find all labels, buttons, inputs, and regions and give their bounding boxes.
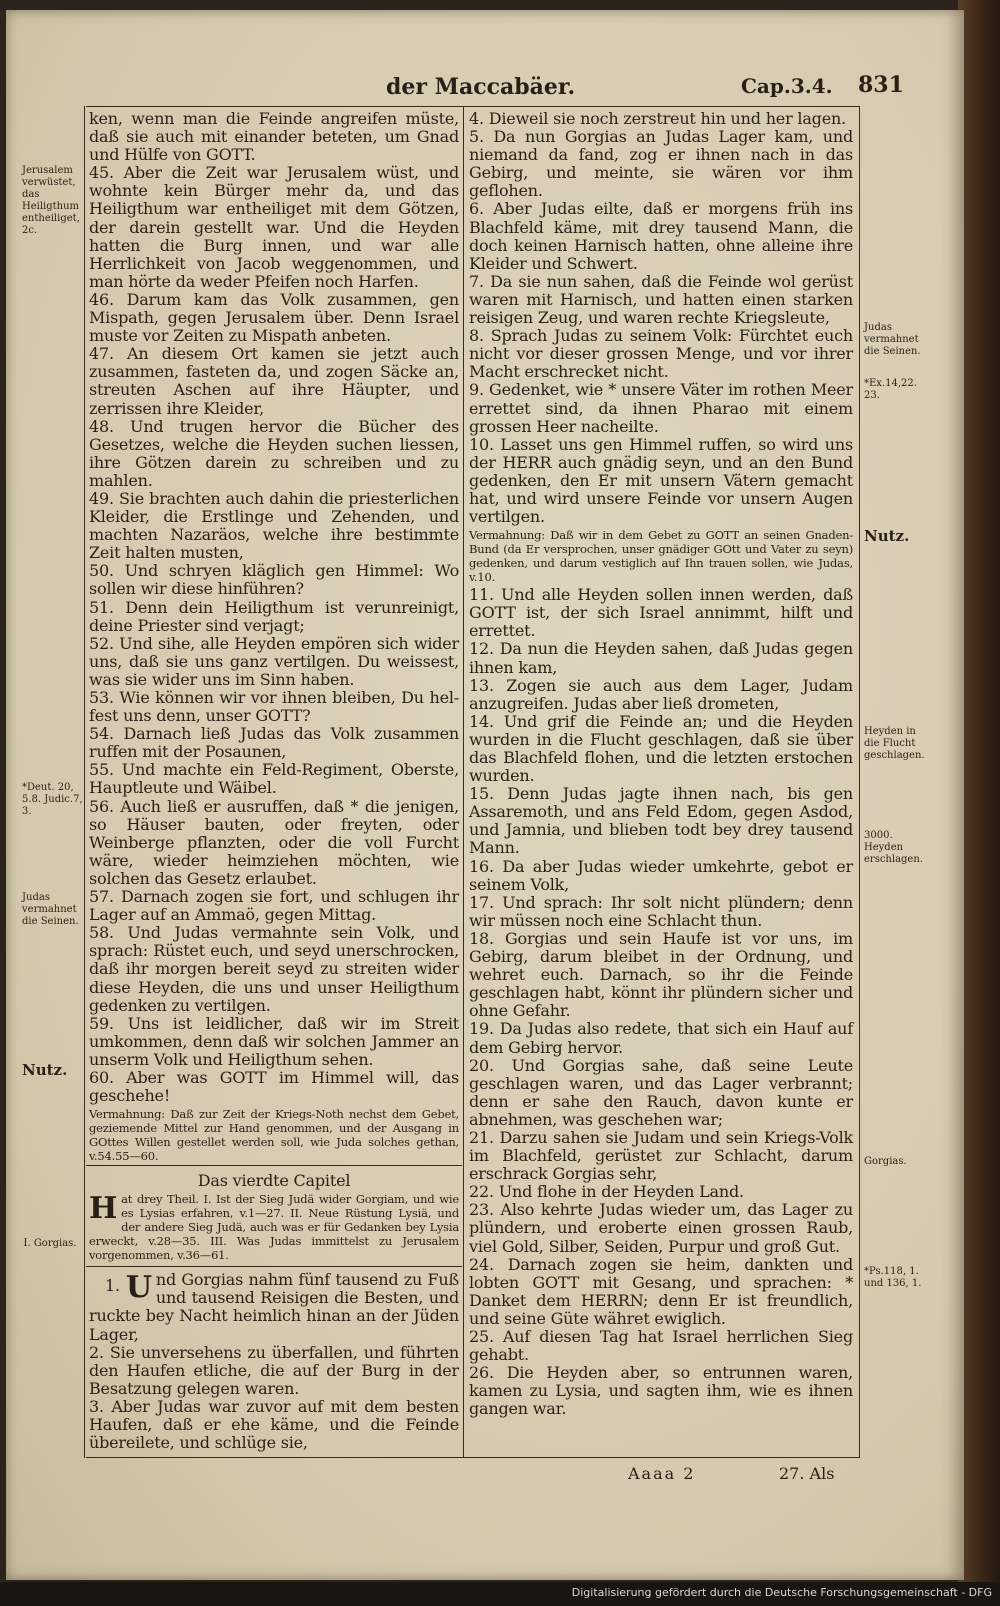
verse-text: 22. Und flohe in der Heyden Land. (469, 1182, 744, 1202)
margin-note-heyden: Heyden in die Flucht geschlagen. (864, 726, 925, 761)
margin-note-jerusalem: Jerusalem verwüstet, das Heiligthum entheiliget, 2c. (22, 165, 80, 236)
verse-text: 2. Sie unversehens zu überfallen, und führten den Haufen etliche, die auf der Burg in der Besatzung gelegen waren. (89, 1342, 459, 1398)
section-rule (86, 1266, 462, 1267)
drop-cap: U (125, 1270, 152, 1306)
margin-note-gorgias-right: Gorgias. (864, 1156, 907, 1167)
margin-note-judas-right: Judas vermahnet die Seinen. (864, 322, 921, 357)
margin-note-nutz-right: Nutz. (864, 527, 910, 545)
verse-text: 24. Darnach zogen sie heim, dankten und lobten GOTT mit Gesang, und sprachen: * Danket dem HERRN; denn Er ist freundlich, und seine Güte währet ewiglich. (469, 1254, 853, 1328)
margin-note-dead: 3000. Heyden erschlagen. (864, 830, 923, 865)
verse-text: 50. Und schryen kläglich gen Himmel: Wo sollen wir diese hinführen? (89, 561, 459, 599)
verse-text: 14. Und grif die Feinde an; und die Heyden wurden in die Flucht geschlagen, daß sie über das Blachfeld flohen, und die letzten erstochen wurden. (469, 711, 853, 786)
verse-text: 19. Da Judas also redete, that sich ein Hauf auf dem Gebirg hervor. (469, 1019, 853, 1057)
verse-text: 12. Da nun die Heyden sahen, daß Judas gegen ihnen kam, (469, 639, 853, 677)
verse-text: 49. Sie brachten auch dahin die priesterlichen Kleider, die Erstlinge und Zehenden, und machten Nazaräos, welche ihre bestimmte Zeit halten musten, (89, 488, 459, 563)
verse-text: 18. Gorgias und sein Haufe ist vor uns, im Gebirg, darum bleibet in der Ordnung, und wehret euch. Darnach, so ihr die Feinde geschlagen habt, könnt ihr plündern sicher und ohne Gefahr. (469, 928, 853, 1021)
verse-text: 55. Und machte ein Feld-Regiment, Oberste, Hauptleute und Wäibel. (89, 760, 459, 798)
margin-note-psalm: *Ps.118, 1. und 136, 1. (864, 1266, 922, 1289)
verse-text: 26. Die Heyden aber, so entrunnen waren, kamen zu Lysia, und sagten ihm, wie es ihnen gangen war. (469, 1363, 853, 1419)
left-margin-rule (84, 106, 85, 1458)
exhortation-note: Vermahnung: Daß wir in dem Gebet zu GOTT an seinen Gnaden-Bund (da Er versprochen, unser gnädiger GOtt und Vater zu seyn) gedenken, und darum vestiglich auf Ihn trauen sollen, wie Judas, v.10. (469, 528, 853, 585)
drop-cap: H (89, 1191, 118, 1227)
book-page (6, 10, 964, 1580)
verse-text: 51. Denn dein Heiligthum ist verunreinigt, deine Priester sind verjagt; (89, 597, 459, 635)
verse-text: 3. Aber Judas war zuvor auf mit dem besten Haufen, daß er ehe käme, und die Feinde übereilete, und schlüge sie, (89, 1396, 459, 1453)
verse-text: 9. Gedenket, wie * unsere Väter im rothen Meer errettet sind, da ihnen Pharao mit einem grossen Heer nacheilte. (469, 380, 853, 436)
verse-text: 25. Auf diesen Tag hat Israel herrlichen Sieg gehabt. (469, 1327, 853, 1365)
right-margin-rule (859, 106, 860, 1458)
frame-top-rule (86, 106, 859, 107)
verse-text: 16. Da aber Judas wieder umkehrte, gebot er seinem Volk, (469, 856, 853, 894)
column-divider (463, 106, 464, 1458)
verse-text: 13. Zogen sie auch aus dem Lager, Judam anzugreifen. Judas aber ließ drometen, (469, 675, 853, 713)
verse-text: ken, wenn man die Feinde angreifen müste, daß sie auch mit einander beteten, um Gnad und Hülfe von GOTT. (89, 109, 459, 165)
verse-text: 5. Da nun Gorgias an Judas Lager kam, und niemand da fand, zog er ihnen nach in das Gebirg, und meinte, sie wären vor ihm geflohen. (469, 127, 853, 201)
chapter-title: Das vierdte Capitel (197, 1171, 351, 1191)
verse-text: 21. Darzu sahen sie Judam und sein Kriegs-Volk im Blachfeld, gerüstet zur Schlacht, darum erschrack Gorgias sehr, (469, 1127, 853, 1184)
verse-text: 48. Und trugen hervor die Bücher des Gesetzes, welche die Heyden suchen liessen, ihre Götzen darein zu schreiben und zu mahlen. (89, 416, 459, 490)
book-edge (958, 0, 1000, 1606)
verse-number: 1. (105, 1276, 120, 1296)
verse-text: 59. Uns ist leidlicher, daß wir im Streit umkommen, denn daß wir solchen Jammer an unserm Volk und Heiligthum sehen. (89, 1013, 459, 1069)
margin-note-exodus: *Ex.14,22. 23. (864, 378, 917, 401)
verse-text: 11. Und alle Heyden sollen innen werden, daß GOTT ist, der sich Israel annimmt, hilft und errettet. (469, 585, 853, 641)
summary-text: at drey Theil. I. Ist der Sieg Judä wider Gorgiam, und wie es Lysias erfahren, v.1—27. II. Neue Rüstung Lysiä, und der andere Sieg Judä, auch was er für Gedanken bey Lysia erweckt, v.28—35. III. Was Judas immittelst zu Jerusalem vorgenommen, v.36—61. (89, 1192, 459, 1263)
credit-bar (0, 1582, 1000, 1606)
verse-text: 4. Dieweil sie noch zerstreut hin und her lagen. (469, 109, 846, 128)
verse-text: 10. Lasset uns gen Himmel ruffen, so wird uns der HERR auch gnädig seyn, und an den Bund gedenken, den Er mit unsern Vätern gemacht hat, und wird unsere Feinde vor unsern Augen vertilgen. (469, 434, 853, 527)
verse-text: 56. Auch ließ er ausruffen, daß * die jenigen, so Häuser bauten, oder freyten, oder Weinberge pflanzten, oder die voll Furcht wäre, wieder heimziehen möchten, wie solchen das Gesetz erlaubet. (89, 796, 459, 888)
section-rule (86, 1165, 462, 1166)
right-column (469, 110, 853, 1418)
chapter-reference: Cap.3.4. (741, 74, 833, 98)
verse-text: 23. Also kehrte Judas wieder um, das Lager zu plündern, und eroberte einen grossen Raub, viel Gold, Silber, Seiden, Purpur und groß Gut. (469, 1200, 853, 1256)
page-number: 831 (858, 72, 904, 98)
chapter-summary (89, 1192, 459, 1262)
verse-text: nd Gorgias nahm fünf tausend zu Fuß und tausend Reisigen die Besten, und ruckte bey Nacht heimlich hinan an der Jüden Lager, (89, 1270, 459, 1344)
verse-text: 6. Aber Judas eilte, daß er morgens früh ins Blachfeld käme, mit drey tausend Mann, die doch keinen Harnisch hatten, ohne alleine ihre Kleider und Schwert. (469, 199, 853, 273)
signature-mark: Aaaa 2 (628, 1464, 696, 1483)
running-title: der Maccabäer. (386, 74, 576, 100)
margin-note-deut: *Deut. 20, 5.8. Judic.7, 3. (22, 782, 83, 817)
verse-text: 54. Darnach ließ Judas das Volk zusammen ruffen mit der Posaunen, (89, 724, 459, 762)
verse-text: 7. Da sie nun sahen, daß die Feinde wol gerüst waren mit Harnisch, und hatten einen starken reisigen Zeug, und waren rechte Kriegsleute, (469, 271, 853, 328)
verse-text: 17. Und sprach: Ihr solt nicht plündern; denn wir müssen noch eine Schlacht thun. (469, 892, 853, 930)
verse-text: 46. Darum kam das Volk zusammen, gen Mispath, gegen Jerusalem über. Denn Israel muste vor Zeiten zu Mispath anbeten. (89, 289, 459, 346)
margin-note-nutz: Nutz. (22, 1061, 68, 1079)
verse-text: 58. Und Judas vermahnte sein Volk, und sprach: Rüstet euch, und seyd unerschrocken, daß ihr morgen bereit seyd zu streiten wider diese Heyden, die uns und unser Heiligthum gedenken zu vertilgen. (89, 923, 459, 1015)
digitization-credit: Digitalisierung gefördert durch die Deutsche Forschungsgemeinschaft - DFG (571, 1586, 992, 1599)
verse-text: 60. Aber was GOTT im Himmel will, das geschehe! (89, 1067, 459, 1106)
verse-text: 20. Und Gorgias sahe, daß seine Leute geschlagen waren, und das Lager verbrannt; denn er sahe den Rauch, davon kunte er abnehmen, was geschehen war; (469, 1055, 853, 1129)
running-header (6, 72, 964, 106)
verse-text: 57. Darnach zogen sie fort, und schlugen ihr Lager auf an Ammaö, gegen Mittag. (89, 887, 459, 925)
verse-text: 52. Und sihe, alle Heyden empören sich wider uns, daß sie uns ganz vertilgen. Du weissest, was sie wider uns im Sinn haben. (89, 633, 459, 689)
margin-note-judas: Judas vermahnet die Seinen. (22, 892, 79, 927)
frame-bottom-rule (86, 1457, 859, 1458)
verse-text: 45. Aber die Zeit war Jerusalem wüst, und wohnte kein Bürger mehr da, und das Heiligthum war entheiliget mit dem Götzen, der darein gestellt war. Und die Heyden hatten die Burg innen, und war alle Herrlichkeit von Jacob weggenommen, und man hörte da weder Pfeifen noch Harfen. (89, 163, 459, 291)
catchword: 27. Als (779, 1464, 835, 1483)
exhortation-note: Vermahnung: Daß zur Zeit der Kriegs-Noth nechst dem Gebet, geziemende Mittel zur Hand genommen, und der Ausgang in GOttes Willen gestellet werden soll, wie Juda solches gethan, v.54.55—60. (89, 1107, 459, 1164)
verse-text: 15. Denn Judas jagte ihnen nach, bis gen Assaremoth, und ans Feld Edom, gegen Asdod, und Jamnia, und blieben todt bey drey tausend Mann. (469, 784, 853, 858)
left-column (89, 110, 459, 1452)
margin-note-gorgias: I. Gorgias. (23, 1238, 77, 1249)
verse-text: 8. Sprach Judas zu seinem Volk: Fürchtet euch nicht vor dieser grossen Menge, und vor ihrer Macht erschrecket nicht. (469, 326, 853, 382)
verse-text: 47. An diesem Ort kamen sie jetzt auch zusammen, fasteten da, und zogen Säcke an, streuten Aschen auf ihre Häupter, und zerrissen ihre Kleider, (89, 344, 459, 418)
verse-one (89, 1271, 459, 1343)
verse-text: 53. Wie können wir vor ihnen bleiben, Du hel-fest uns denn, unser GOTT? (89, 688, 459, 726)
